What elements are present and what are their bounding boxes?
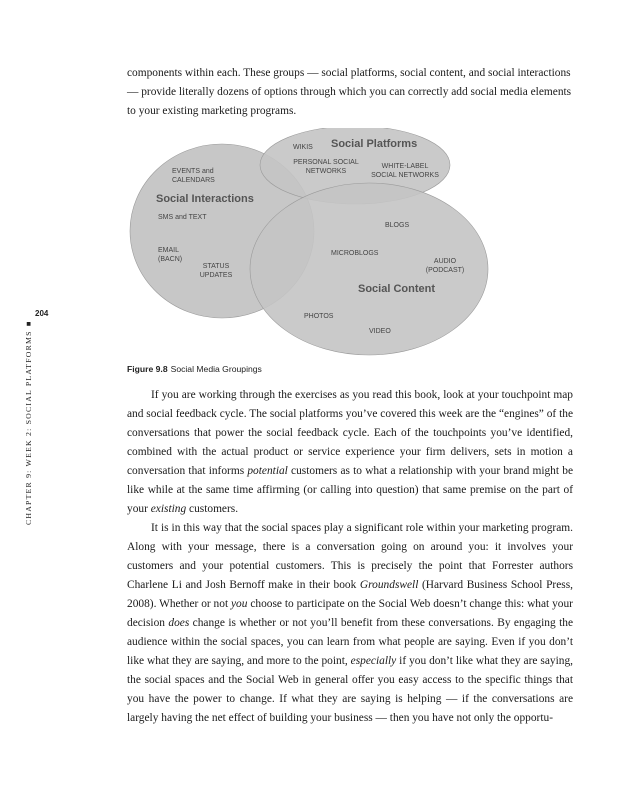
running-head-square-icon: ■	[24, 320, 33, 327]
figure-title: Social Media Groupings	[170, 364, 262, 374]
intro-text: components within each. These groups — social platforms, social content, and social interactions — provide literally dozens of options through which you can correctly add social media elements to your existing marketing programs.	[127, 67, 572, 117]
intro-paragraph	[127, 64, 573, 121]
venn-diagram	[110, 128, 530, 358]
body-text	[127, 386, 573, 728]
label-updates: UPDATES	[199, 272, 233, 279]
label-photos: PHOTOS	[304, 313, 334, 320]
label-social-networks: SOCIAL NETWORKS	[371, 172, 439, 179]
label-audio: AUDIO	[433, 258, 457, 265]
page-number: 204	[35, 309, 49, 318]
running-head	[24, 320, 33, 525]
social-platforms-title: Social Platforms	[331, 138, 418, 150]
paragraph-1: If you are working through the exercises as you read this book, look at your touchpoint map and social feedback cycle. The social platforms you’ve covered this week are the “engines” of the conversations that power the social feedback cycle. Each of the touchpoints you’ve identified, combined with the actual product or service experience your firm delivers, sets in motion a conversation that informs potential customers as to what a relationship with your brand might be like while at the same time affirming (or calling into question) that same premise on the part of your existing customers.	[127, 389, 574, 515]
label-personal-social: PERSONAL SOCIAL	[293, 159, 359, 166]
label-networks: NETWORKS	[305, 168, 347, 175]
label-white-label: WHITE-LABEL	[381, 163, 429, 170]
label-wikis: WIKIS	[293, 144, 313, 151]
label-sms-and-text: SMS and TEXT	[158, 214, 207, 221]
label-podcast: (PODCAST)	[425, 267, 465, 274]
label-calendars: CALENDARS	[172, 177, 215, 184]
figure-caption	[127, 364, 262, 374]
paragraph-2: It is in this way that the social spaces play a significant role within your marketing program. Along with your message, there is a conversation going on around you: it involves your customers and your potential customers. This is precisely the point that Forrester authors Charlene Li and Josh Bernoff make in their book Groundswell (Harvard Business School Press, 2008). Whether or not you choose to participate on the Social Web doesn’t change this: what your decision does change is whether or not you’ll benefit from these conversations. By engaging the audience within the social spaces, you can learn from what people are saying. Even if you don’t like what they are saying, and more to the point, especially if you don’t like what they are saying, the social spaces and the Social Web in general offer you easy access to the specific things that you have the power to change. If what they are saying is helping — if the conversations are largely having the net effect of building your business — then you have not only the opportu-	[127, 522, 573, 724]
figure-number: Figure 9.8	[127, 364, 168, 374]
label-events-and: EVENTS and	[172, 168, 214, 175]
label-microblogs: MICROBLOGS	[331, 250, 379, 257]
label-video: VIDEO	[369, 328, 391, 335]
label-email: EMAIL	[158, 247, 180, 254]
label-bacn: (BACN)	[158, 256, 183, 263]
social-content-title: Social Content	[358, 283, 436, 295]
label-blogs: BLOGS	[385, 222, 410, 229]
label-status: STATUS	[202, 263, 230, 270]
social-interactions-title: Social Interactions	[156, 193, 254, 205]
running-head-text: CHAPTER 9: WEEK 2: SOCIAL PLATFORMS	[24, 330, 33, 525]
